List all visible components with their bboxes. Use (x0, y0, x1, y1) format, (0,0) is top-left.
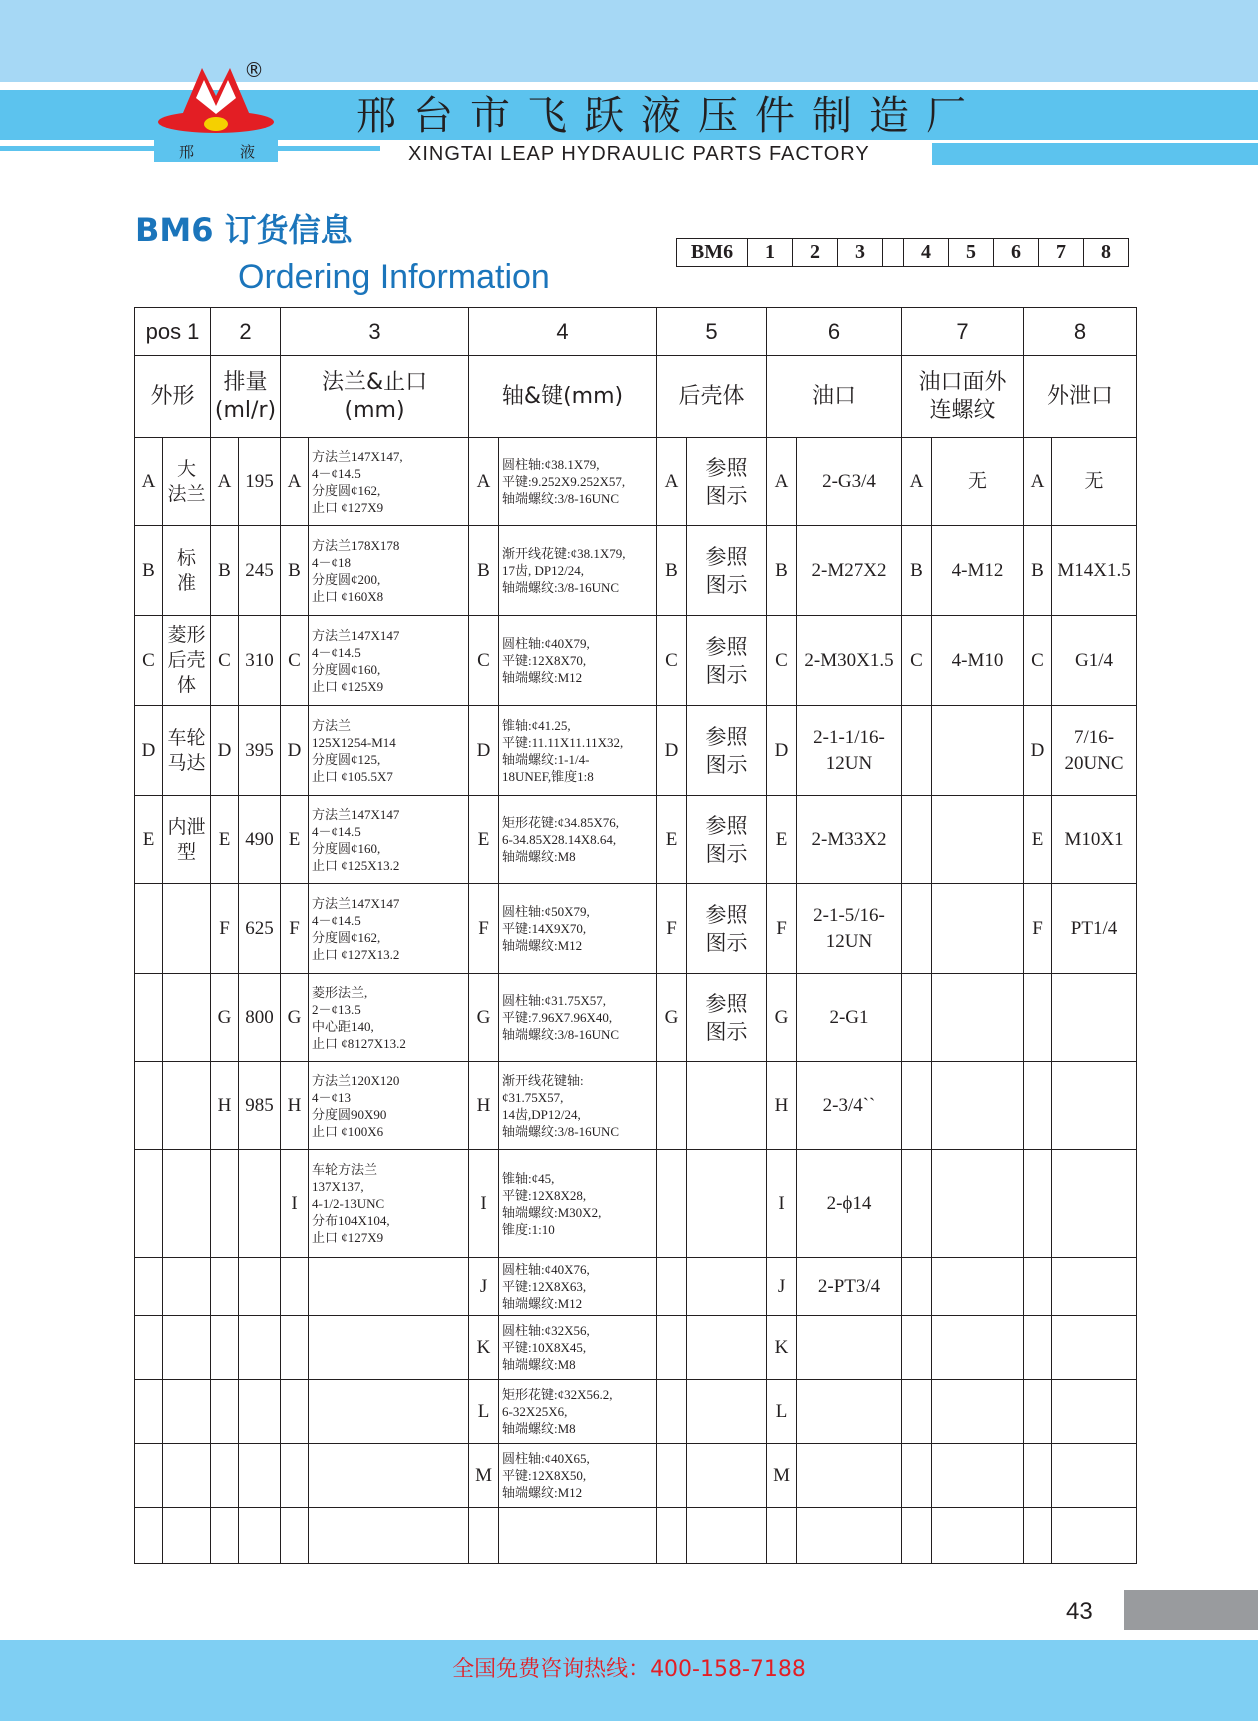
letter-5: D (657, 706, 687, 796)
letter-1 (135, 1062, 163, 1150)
letter-5 (657, 1316, 687, 1380)
letter-8: D (1024, 706, 1052, 796)
shaft-value: 圆柱轴:¢38.1X79, 平键:9.252X9.252X57, 轴端螺纹:3/8-16UNC (499, 438, 657, 526)
displacement-value (239, 1150, 281, 1258)
table-row (135, 616, 1137, 706)
port-thread-value (932, 974, 1024, 1062)
shape-value: 标 准 (163, 526, 211, 616)
port-value: 2-M27X2 (797, 526, 902, 616)
letter-2: H (211, 1062, 239, 1150)
table-row (135, 706, 1137, 796)
letter-1 (135, 1316, 163, 1380)
ordering-table (134, 307, 1137, 1564)
letter-2: A (211, 438, 239, 526)
port-thread-value: 无 (932, 438, 1024, 526)
letter-2: D (211, 706, 239, 796)
shape-value (163, 1258, 211, 1316)
letter-2 (211, 1316, 239, 1380)
page-number: 43 (1066, 1598, 1093, 1625)
shaft-value: 圆柱轴:¢40X79, 平键:12X8X70, 轴端螺纹:M12 (499, 616, 657, 706)
letter-7 (902, 1062, 932, 1150)
table-row (135, 526, 1137, 616)
table-row (135, 1316, 1137, 1380)
drain-value (1052, 1316, 1137, 1380)
shape-value: 菱形 后壳 体 (163, 616, 211, 706)
drain-value: 7/16- 20UNC (1052, 706, 1137, 796)
port-value (797, 1508, 902, 1564)
port-value: 2-3/4`` (797, 1062, 902, 1150)
letter-1 (135, 884, 163, 974)
drain-value (1052, 1508, 1137, 1564)
port-thread-value (932, 1062, 1024, 1150)
letter-5: A (657, 438, 687, 526)
letter-4: A (469, 438, 499, 526)
letter-4: I (469, 1150, 499, 1258)
letter-6: F (767, 884, 797, 974)
shape-value (163, 1444, 211, 1508)
shaft-value: 圆柱轴:¢50X79, 平键:14X9X70, 轴端螺纹:M12 (499, 884, 657, 974)
displacement-value: 800 (239, 974, 281, 1062)
table-row (135, 1258, 1137, 1316)
flange-value: 方法兰178X178 4－¢18 分度圆¢200, 止口 ¢160X8 (309, 526, 469, 616)
code-pos-4: 4 (903, 239, 948, 266)
shaft-value: 矩形花键:¢34.85X76, 6-34.85X28.14X8.64, 轴端螺纹:M8 (499, 796, 657, 884)
rear-housing-value (687, 1316, 767, 1380)
shaft-value (499, 1508, 657, 1564)
letter-6: B (767, 526, 797, 616)
letter-3: B (281, 526, 309, 616)
letter-4: D (469, 706, 499, 796)
port-thread-value: 4-M10 (932, 616, 1024, 706)
letter-2 (211, 1258, 239, 1316)
port-thread-value: 4-M12 (932, 526, 1024, 616)
letter-1: C (135, 616, 163, 706)
code-pos-6: 6 (993, 239, 1038, 266)
table-row (135, 974, 1137, 1062)
displacement-value (239, 1444, 281, 1508)
header-stripe-right (932, 143, 1258, 165)
shape-value (163, 1380, 211, 1444)
port-value: 2-1-5/16- 12UN (797, 884, 902, 974)
letter-1 (135, 1150, 163, 1258)
letter-6: L (767, 1380, 797, 1444)
flange-value: 方法兰147X147 4－¢14.5 分度圆¢162, 止口 ¢127X13.2 (309, 884, 469, 974)
table-row (135, 884, 1137, 974)
flange-value (309, 1444, 469, 1508)
drain-value (1052, 974, 1137, 1062)
col-shape-header: 外形 (135, 356, 211, 438)
letter-7 (902, 796, 932, 884)
letter-4: E (469, 796, 499, 884)
drain-value (1052, 1380, 1137, 1444)
letter-4: J (469, 1258, 499, 1316)
letter-8 (1024, 1316, 1052, 1380)
letter-3: A (281, 438, 309, 526)
displacement-value: 490 (239, 796, 281, 884)
company-name-en: XINGTAI LEAP HYDRAULIC PARTS FACTORY (408, 143, 870, 165)
shaft-value: 圆柱轴:¢40X65, 平键:12X8X50, 轴端螺纹:M12 (499, 1444, 657, 1508)
letter-5: E (657, 796, 687, 884)
drain-value: M14X1.5 (1052, 526, 1137, 616)
letter-1: B (135, 526, 163, 616)
pos-5-header: 5 (657, 308, 767, 356)
letter-3 (281, 1444, 309, 1508)
letter-6: H (767, 1062, 797, 1150)
letter-6: J (767, 1258, 797, 1316)
letter-7: B (902, 526, 932, 616)
displacement-value: 310 (239, 616, 281, 706)
port-thread-value (932, 884, 1024, 974)
letter-3: C (281, 616, 309, 706)
shaft-value: 圆柱轴:¢31.75X57, 平键:7.96X7.96X40, 轴端螺纹:3/8-16UNC (499, 974, 657, 1062)
port-thread-value (932, 706, 1024, 796)
displacement-value: 395 (239, 706, 281, 796)
flange-value (309, 1380, 469, 1444)
pos-3-header: 3 (281, 308, 469, 356)
letter-3 (281, 1316, 309, 1380)
letter-2: F (211, 884, 239, 974)
rear-housing-value (687, 1258, 767, 1316)
letter-5 (657, 1062, 687, 1150)
code-pos-7: 7 (1038, 239, 1083, 266)
rear-housing-value: 参照 图示 (687, 706, 767, 796)
table-row (135, 1062, 1137, 1150)
port-thread-value (932, 1316, 1024, 1380)
displacement-value: 195 (239, 438, 281, 526)
flange-value: 方法兰147X147 4－¢14.5 分度圆¢160, 止口 ¢125X13.2 (309, 796, 469, 884)
drain-value (1052, 1062, 1137, 1150)
col-port-header: 油口 (767, 356, 902, 438)
port-thread-value (932, 796, 1024, 884)
letter-4: H (469, 1062, 499, 1150)
code-pos-2: 2 (792, 239, 837, 266)
letter-3: F (281, 884, 309, 974)
letter-8 (1024, 1508, 1052, 1564)
port-value: 2-G3/4 (797, 438, 902, 526)
letter-6: I (767, 1150, 797, 1258)
code-gap (882, 239, 903, 266)
letter-8: B (1024, 526, 1052, 616)
letter-1 (135, 1508, 163, 1564)
letter-8 (1024, 1380, 1052, 1444)
letter-6: D (767, 706, 797, 796)
code-model: BM6 (690, 241, 734, 263)
letter-3 (281, 1380, 309, 1444)
col-drain-header: 外泄口 (1024, 356, 1137, 438)
col-port-thread-header: 油口面外 连螺纹 (902, 356, 1024, 438)
code-pos-5: 5 (948, 239, 993, 266)
rear-housing-value (687, 1150, 767, 1258)
shaft-value: 锥轴:¢41.25, 平键:11.11X11.11X32, 轴端螺纹:1-1/4- 18UNEF,锥度1:8 (499, 706, 657, 796)
displacement-value (239, 1508, 281, 1564)
letter-6: A (767, 438, 797, 526)
letter-1: E (135, 796, 163, 884)
port-value: 2-PT3/4 (797, 1258, 902, 1316)
letter-2: B (211, 526, 239, 616)
rear-housing-value (687, 1380, 767, 1444)
rear-housing-value: 参照 图示 (687, 526, 767, 616)
letter-8 (1024, 1258, 1052, 1316)
displacement-value: 985 (239, 1062, 281, 1150)
flange-value: 方法兰147X147 4－¢14.5 分度圆¢160, 止口 ¢125X9 (309, 616, 469, 706)
letter-2: G (211, 974, 239, 1062)
shape-value (163, 1150, 211, 1258)
code-pos-1: 1 (747, 239, 792, 266)
port-thread-value (932, 1508, 1024, 1564)
letter-8 (1024, 1444, 1052, 1508)
displacement-value (239, 1380, 281, 1444)
table-row (135, 1508, 1137, 1564)
letter-7: A (902, 438, 932, 526)
table-row (135, 1150, 1137, 1258)
displacement-value: 245 (239, 526, 281, 616)
port-value (797, 1444, 902, 1508)
port-value (797, 1380, 902, 1444)
page-number-bar (1124, 1590, 1258, 1630)
shape-value: 大 法兰 (163, 438, 211, 526)
letter-7 (902, 1316, 932, 1380)
table-row (135, 1444, 1137, 1508)
letter-5 (657, 1508, 687, 1564)
logo-char-1: 邢 (179, 143, 195, 161)
port-value: 2-M30X1.5 (797, 616, 902, 706)
flange-value: 方法兰147X147, 4－¢14.5 分度圆¢162, 止口 ¢127X9 (309, 438, 469, 526)
letter-5: G (657, 974, 687, 1062)
port-thread-value (932, 1258, 1024, 1316)
letter-8 (1024, 1062, 1052, 1150)
flange-value: 车轮方法兰 137X137, 4-1/2-13UNC 分布104X104, 止口 ¢127X9 (309, 1150, 469, 1258)
flange-value: 菱形法兰, 2－¢13.5 中心距140, 止口 ¢8127X13.2 (309, 974, 469, 1062)
pos-row (135, 308, 1137, 356)
drain-value (1052, 1258, 1137, 1316)
rear-housing-value: 参照 图示 (687, 438, 767, 526)
letter-3: H (281, 1062, 309, 1150)
name-row (135, 356, 1137, 438)
letter-8: F (1024, 884, 1052, 974)
letter-2 (211, 1444, 239, 1508)
pos-4-header: 4 (469, 308, 657, 356)
letter-2: C (211, 616, 239, 706)
letter-6: C (767, 616, 797, 706)
letter-7: C (902, 616, 932, 706)
hotline-text: 全国免费咨询热线：400-158-7188 (452, 1657, 806, 1682)
letter-4: K (469, 1316, 499, 1380)
letter-3 (281, 1258, 309, 1316)
letter-3: G (281, 974, 309, 1062)
pos-8-header: 8 (1024, 308, 1137, 356)
letter-4: C (469, 616, 499, 706)
letter-4: L (469, 1380, 499, 1444)
shaft-value: 圆柱轴:¢40X76, 平键:12X8X63, 轴端螺纹:M12 (499, 1258, 657, 1316)
shape-value (163, 974, 211, 1062)
shape-value: 车轮 马达 (163, 706, 211, 796)
letter-4: F (469, 884, 499, 974)
company-logo (146, 58, 286, 168)
col-displacement-header: 排量 (ml/r) (211, 356, 281, 438)
port-value: 2-G1 (797, 974, 902, 1062)
displacement-value (239, 1258, 281, 1316)
displacement-value: 625 (239, 884, 281, 974)
table-row (135, 796, 1137, 884)
letter-5: C (657, 616, 687, 706)
letter-2 (211, 1380, 239, 1444)
order-code-box (676, 238, 1129, 267)
letter-5 (657, 1150, 687, 1258)
logo-char-2: 液 (240, 143, 256, 161)
letter-6: E (767, 796, 797, 884)
company-name-cn: 邢台市飞跃液压件制造厂 (356, 93, 983, 139)
section-title-cn: BM6 订货信息 (135, 211, 353, 249)
drain-value: PT1/4 (1052, 884, 1137, 974)
letter-7 (902, 974, 932, 1062)
rear-housing-value (687, 1062, 767, 1150)
letter-8: C (1024, 616, 1052, 706)
flange-value (309, 1258, 469, 1316)
letter-8: A (1024, 438, 1052, 526)
letter-1 (135, 1380, 163, 1444)
flange-value: 方法兰 125X1254-M14 分度圆¢125, 止口 ¢105.5X7 (309, 706, 469, 796)
letter-5: F (657, 884, 687, 974)
port-value: 2-ϕ14 (797, 1150, 902, 1258)
port-thread-value (932, 1444, 1024, 1508)
col-shaft-header: 轴&键(mm) (469, 356, 657, 438)
letter-7 (902, 1444, 932, 1508)
letter-1 (135, 974, 163, 1062)
port-thread-value (932, 1380, 1024, 1444)
letter-7 (902, 1150, 932, 1258)
letter-6: M (767, 1444, 797, 1508)
drain-value (1052, 1444, 1137, 1508)
letter-3 (281, 1508, 309, 1564)
letter-8 (1024, 1150, 1052, 1258)
port-value: 2-1-1/16- 12UN (797, 706, 902, 796)
port-value (797, 1316, 902, 1380)
shape-value (163, 884, 211, 974)
letter-4 (469, 1508, 499, 1564)
letter-3: I (281, 1150, 309, 1258)
letter-4: G (469, 974, 499, 1062)
table-row (135, 1380, 1137, 1444)
drain-value (1052, 1150, 1137, 1258)
letter-5 (657, 1258, 687, 1316)
shape-value (163, 1062, 211, 1150)
shaft-value: 渐开线花键轴: ¢31.75X57, 14齿,DP12/24, 轴端螺纹:3/8-16UNC (499, 1062, 657, 1150)
rear-housing-value: 参照 图示 (687, 884, 767, 974)
letter-4: M (469, 1444, 499, 1508)
letter-3: E (281, 796, 309, 884)
letter-8 (1024, 974, 1052, 1062)
shape-value (163, 1508, 211, 1564)
code-pos-8: 8 (1083, 239, 1128, 266)
shaft-value: 渐开线花键:¢38.1X79, 17齿, DP12/24, 轴端螺纹:3/8-16UNC (499, 526, 657, 616)
rear-housing-value: 参照 图示 (687, 616, 767, 706)
col-rear-housing-header: 后壳体 (657, 356, 767, 438)
rear-housing-value: 参照 图示 (687, 796, 767, 884)
letter-1 (135, 1444, 163, 1508)
pos-7-header: 7 (902, 308, 1024, 356)
registered-mark: ® (244, 58, 264, 82)
letter-4: B (469, 526, 499, 616)
letter-3: D (281, 706, 309, 796)
section-title-en: Ordering Information (238, 258, 550, 296)
letter-5 (657, 1380, 687, 1444)
shape-value: 内泄 型 (163, 796, 211, 884)
rear-housing-value (687, 1444, 767, 1508)
letter-8: E (1024, 796, 1052, 884)
flange-value (309, 1508, 469, 1564)
letter-2: E (211, 796, 239, 884)
letter-7 (902, 1380, 932, 1444)
table-row (135, 438, 1137, 526)
letter-5: B (657, 526, 687, 616)
displacement-value (239, 1316, 281, 1380)
flange-value: 方法兰120X120 4－¢13 分度圆90X90 止口 ¢100X6 (309, 1062, 469, 1150)
rear-housing-value: 参照 图示 (687, 974, 767, 1062)
drain-value: 无 (1052, 438, 1137, 526)
col-flange-header: 法兰&止口 (mm) (281, 356, 469, 438)
pos-1-header: pos 1 (135, 308, 211, 356)
letter-1: A (135, 438, 163, 526)
shaft-value: 圆柱轴:¢32X56, 平键:10X8X45, 轴端螺纹:M8 (499, 1316, 657, 1380)
shape-value (163, 1316, 211, 1380)
letter-2 (211, 1508, 239, 1564)
letter-1: D (135, 706, 163, 796)
pos-2-header: 2 (211, 308, 281, 356)
rear-housing-value (687, 1508, 767, 1564)
letter-2 (211, 1150, 239, 1258)
letter-6 (767, 1508, 797, 1564)
letter-1 (135, 1258, 163, 1316)
letter-7 (902, 1258, 932, 1316)
pos-6-header: 6 (767, 308, 902, 356)
drain-value: M10X1 (1052, 796, 1137, 884)
flange-value (309, 1316, 469, 1380)
drain-value: G1/4 (1052, 616, 1137, 706)
shaft-value: 锥轴:¢45, 平键:12X8X28, 轴端螺纹:M30X2, 锥度:1:10 (499, 1150, 657, 1258)
port-thread-value (932, 1150, 1024, 1258)
letter-7 (902, 884, 932, 974)
port-value: 2-M33X2 (797, 796, 902, 884)
letter-6: G (767, 974, 797, 1062)
letter-5 (657, 1444, 687, 1508)
code-pos-3: 3 (837, 239, 882, 266)
letter-7 (902, 1508, 932, 1564)
letter-7 (902, 706, 932, 796)
letter-6: K (767, 1316, 797, 1380)
shaft-value: 矩形花键:¢32X56.2, 6-32X25X6, 轴端螺纹:M8 (499, 1380, 657, 1444)
